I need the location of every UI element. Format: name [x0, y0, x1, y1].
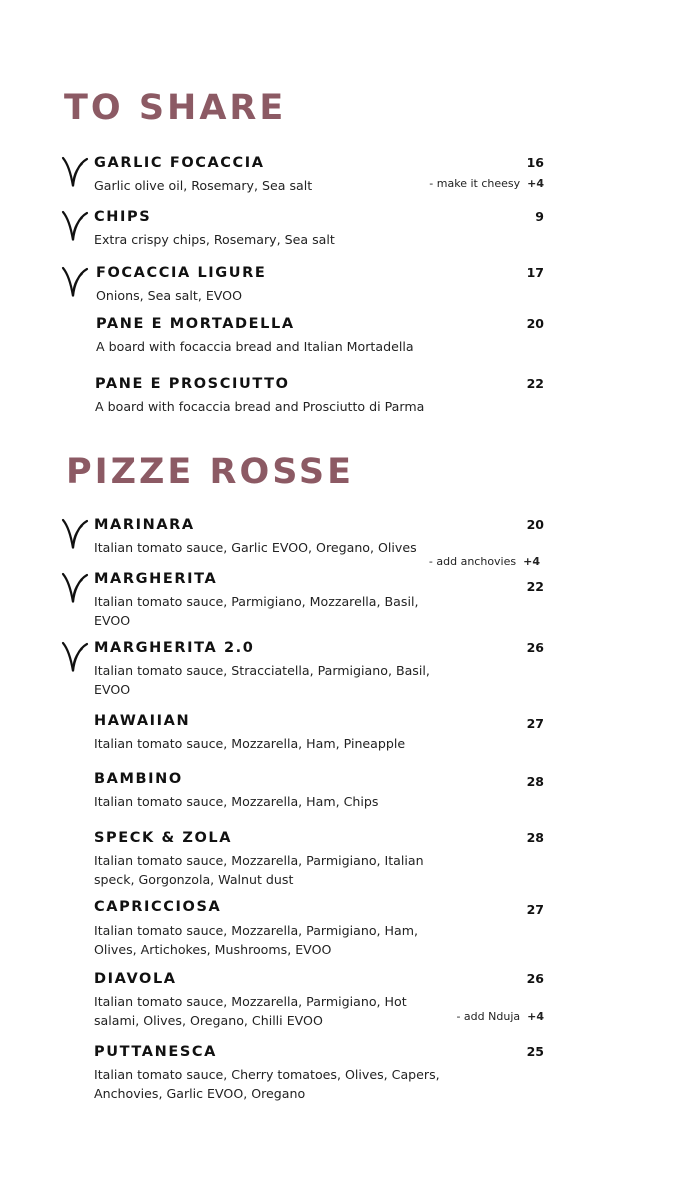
item-description: Garlic olive oil, Rosemary, Sea salt — [94, 178, 313, 193]
item-description: Italian tomato sauce, Stracciatella, Parmigiano, Basil, EVOO — [94, 663, 430, 697]
item-name: CAPRICCIOSA — [94, 899, 222, 915]
item-name: MARGHERITA — [94, 571, 218, 587]
item-price: 26 — [526, 640, 544, 655]
item-name: PUTTANESCA — [94, 1044, 217, 1060]
item-price: 9 — [535, 209, 544, 224]
item-price: 25 — [526, 1044, 544, 1059]
addon-price: +4 — [527, 177, 544, 190]
section-title-to-share: TO SHARE — [64, 88, 287, 128]
item-name: HAWAIIAN — [94, 713, 191, 729]
item-description: Italian tomato sauce, Mozzarella, Ham, Chips — [94, 794, 379, 809]
item-addon — [456, 1010, 544, 1023]
item-name: MARINARA — [94, 517, 195, 533]
item-addon — [429, 177, 544, 190]
item-name: MARGHERITA 2.0 — [94, 640, 255, 656]
item-description: Italian tomato sauce, Mozzarella, Parmigiano, Hot salami, Olives, Oregano, Chilli EVOO — [94, 994, 407, 1028]
item-price: 26 — [526, 971, 544, 986]
item-description: Extra crispy chips, Rosemary, Sea salt — [94, 232, 335, 247]
item-description: A board with focaccia bread and Italian Mortadella — [96, 339, 414, 354]
item-price: 27 — [526, 716, 544, 731]
item-addon — [429, 555, 540, 568]
addon-price: +4 — [523, 555, 540, 568]
vegetarian-leaf-icon — [60, 265, 90, 299]
item-name: CHIPS — [94, 209, 152, 225]
item-name: PANE E PROSCIUTTO — [95, 376, 290, 392]
item-description: A board with focaccia bread and Prosciutto di Parma — [95, 399, 425, 414]
item-name: BAMBINO — [94, 771, 183, 787]
item-price: 22 — [526, 376, 544, 391]
item-name: GARLIC FOCACCIA — [94, 155, 265, 171]
item-description: Onions, Sea salt, EVOO — [96, 288, 243, 303]
item-name: FOCACCIA LIGURE — [96, 265, 267, 281]
item-description: Italian tomato sauce, Mozzarella, Parmigiano, Italian speck, Gorgonzola, Walnut dust — [94, 853, 424, 887]
item-price: 20 — [526, 517, 544, 532]
item-description: Italian tomato sauce, Garlic EVOO, Oregano, Olives — [94, 540, 417, 555]
addon-price: +4 — [527, 1010, 544, 1023]
item-name: SPECK & ZOLA — [94, 830, 233, 846]
item-price: 28 — [526, 774, 544, 789]
vegetarian-leaf-icon — [60, 517, 90, 551]
item-price: 16 — [526, 155, 544, 170]
vegetarian-leaf-icon — [60, 640, 90, 674]
item-description: Italian tomato sauce, Mozzarella, Parmigiano, Ham, Olives, Artichokes, Mushrooms, EVOO — [94, 923, 418, 957]
item-price: 22 — [526, 579, 544, 594]
item-description: Italian tomato sauce, Parmigiano, Mozzarella, Basil, EVOO — [94, 594, 419, 628]
item-price: 20 — [526, 316, 544, 331]
vegetarian-leaf-icon — [60, 209, 90, 243]
addon-label: - add anchovies — [428, 555, 517, 568]
item-description: Italian tomato sauce, Cherry tomatoes, Olives, Capers, Anchovies, Garlic EVOO, Oregano — [94, 1067, 440, 1101]
vegetarian-leaf-icon — [60, 571, 90, 605]
addon-label: - add Nduja — [456, 1010, 521, 1023]
item-description: Italian tomato sauce, Mozzarella, Ham, Pineapple — [94, 736, 406, 751]
addon-label: - make it cheesy — [429, 177, 521, 190]
item-price: 27 — [526, 902, 544, 917]
item-name: DIAVOLA — [94, 971, 177, 987]
vegetarian-leaf-icon — [60, 155, 90, 189]
item-name: PANE E MORTADELLA — [96, 316, 295, 332]
item-price: 17 — [526, 265, 544, 280]
section-title-pizze-rosse: PIZZE ROSSE — [66, 452, 354, 492]
item-price: 28 — [526, 830, 544, 845]
